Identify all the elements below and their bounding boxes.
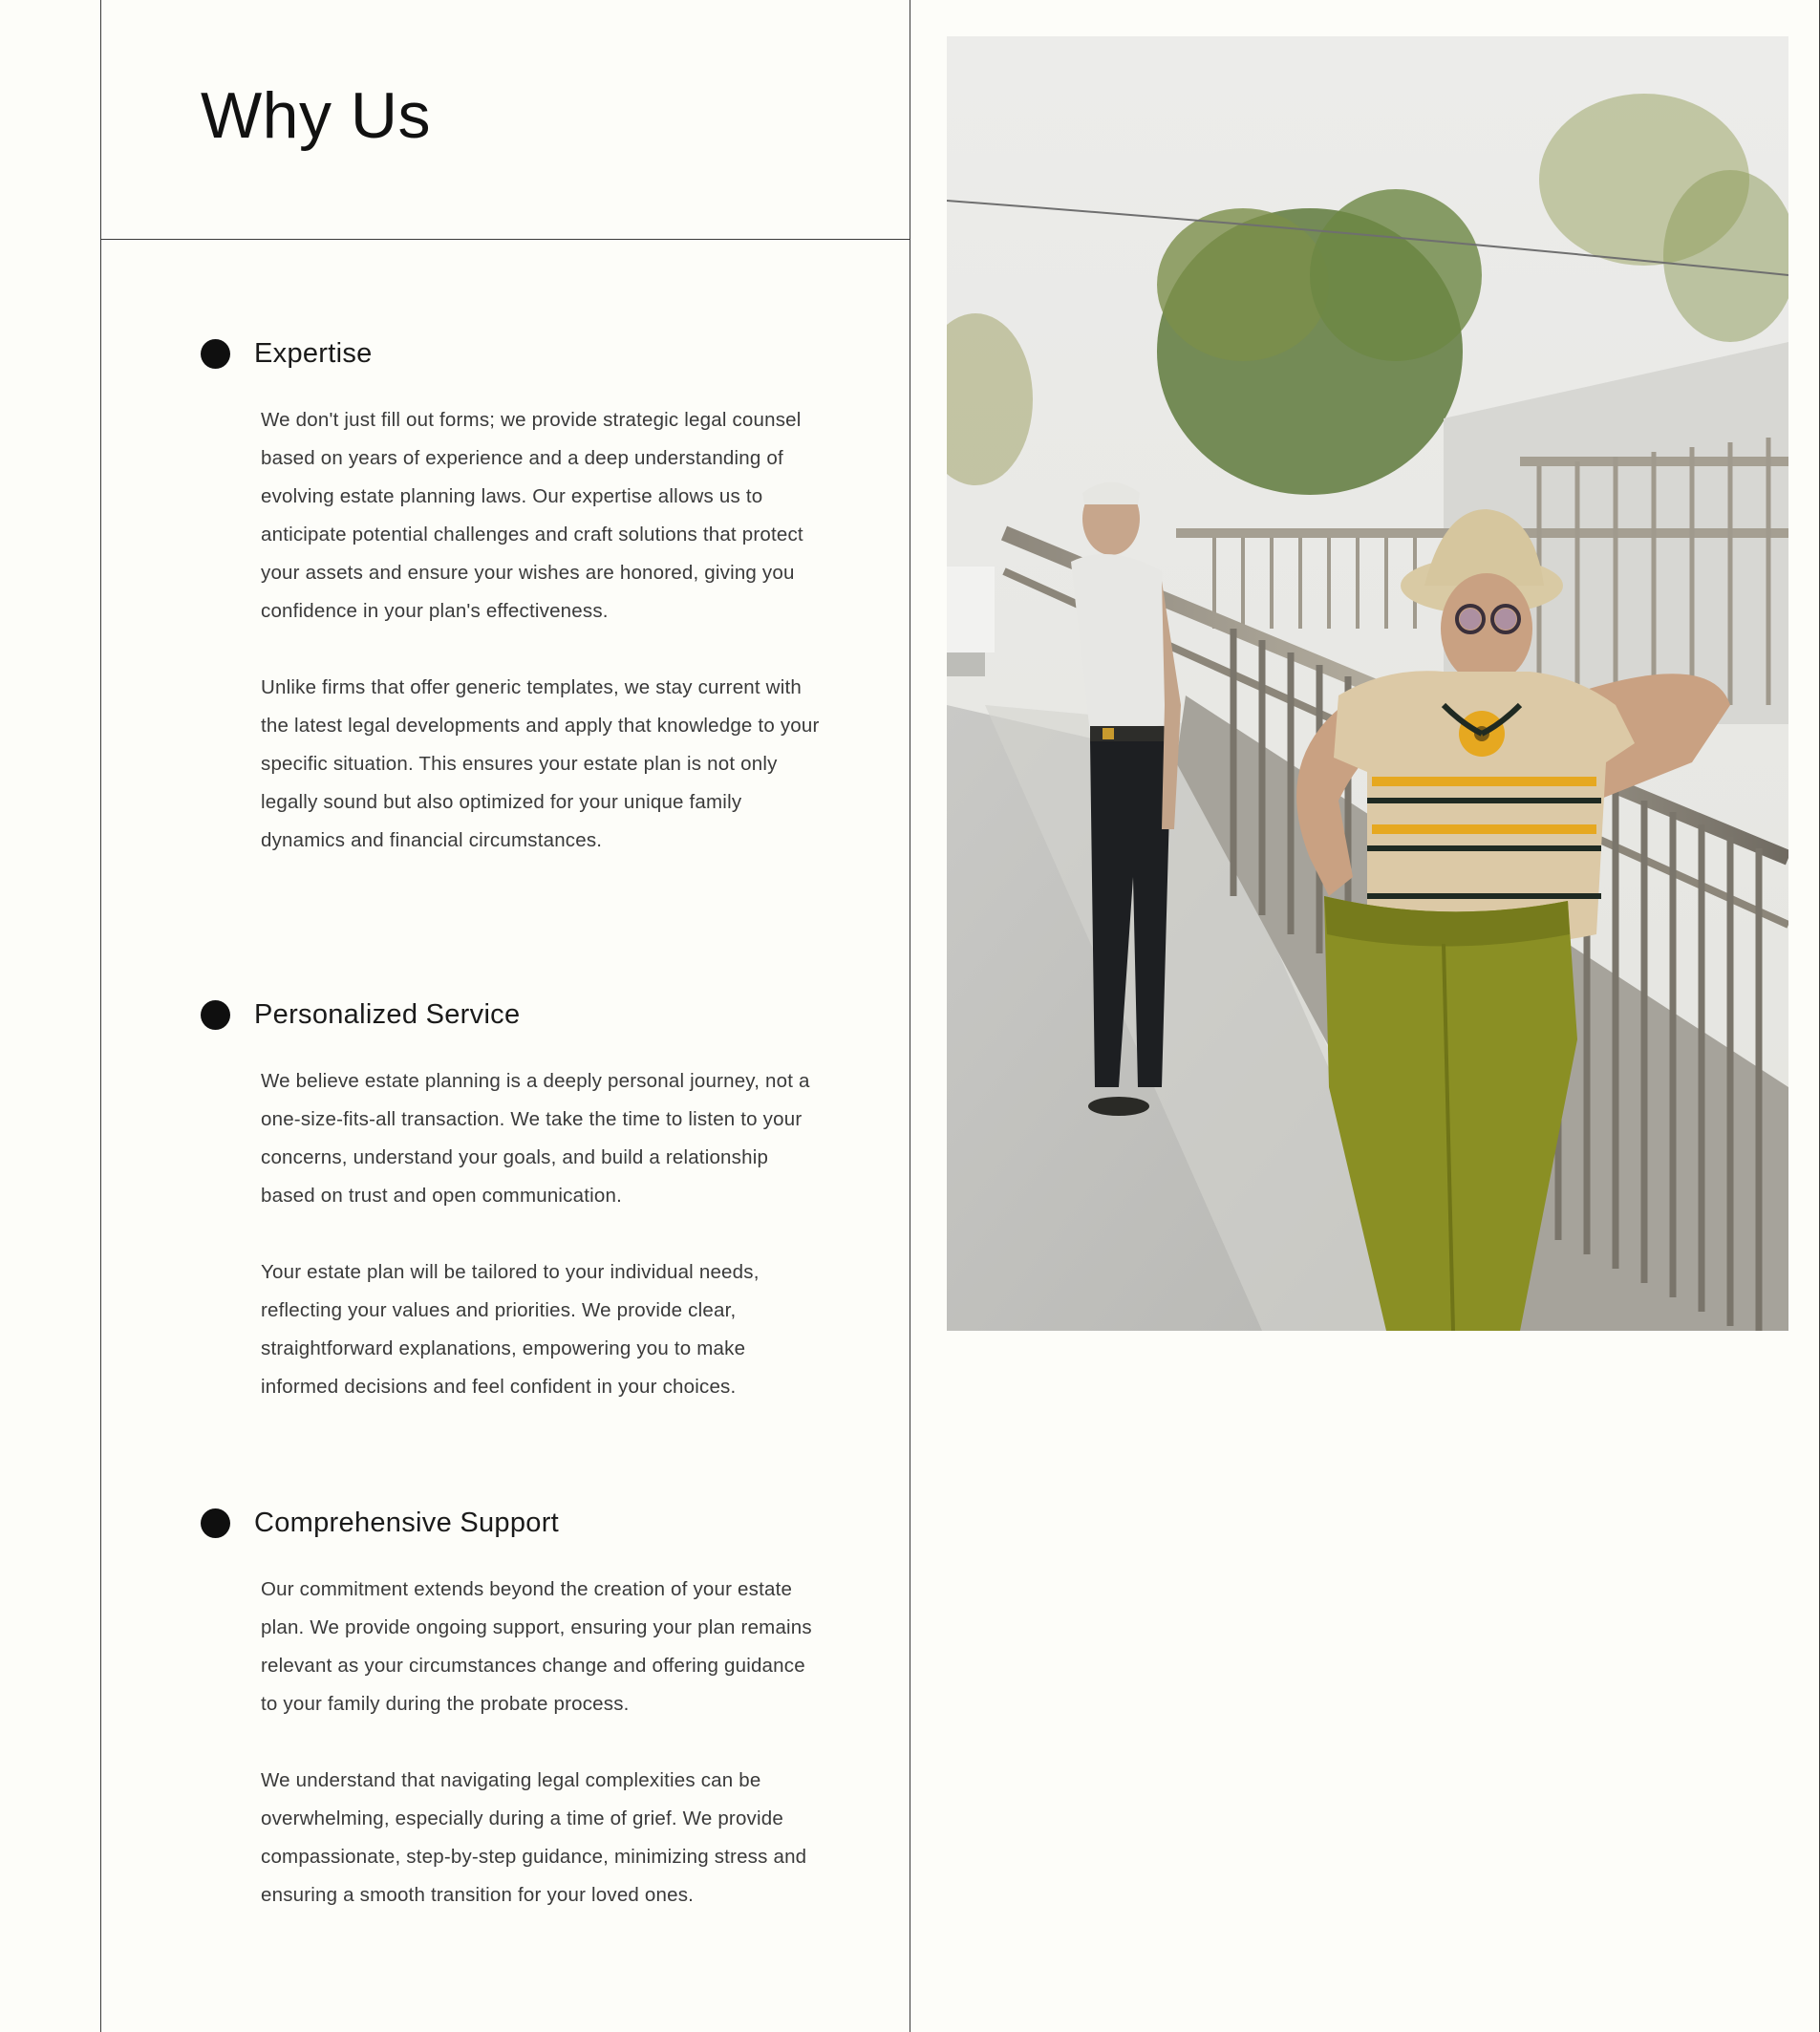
feature-paragraph: We understand that navigating legal complexities can be overwhelming, especially during a time of grief. We provide compassionate, step-by-step guidance, minimizing stress and ensuring a smooth transition for your loved ones. xyxy=(261,1769,807,1906)
feature-header xyxy=(201,336,822,371)
feature-paragraph: We believe estate planning is a deeply personal journey, not a one-size-fits-all transaction. We take the time to listen to your concerns, understand your goals, and build a relationship based on trust and open communication. xyxy=(261,1070,810,1207)
section-title: Why Us xyxy=(201,79,431,152)
feature-body xyxy=(261,401,824,860)
feature-paragraph: Unlike firms that offer generic templates, we stay current with the latest legal developments and apply that knowledge to your specific situation. This ensures your estate plan is not only legally sound but also optimized for your unique family dynamics and financial circumstances. xyxy=(261,676,820,851)
feature-body xyxy=(261,1571,824,1914)
feature-comprehensive-support xyxy=(201,1506,822,1953)
feature-paragraph: Your estate plan will be tailored to your individual needs, reflecting your values and priorities. We provide clear, straightforward explanations, empowering you to make informed decisions and feel confident in your choices. xyxy=(261,1261,760,1398)
feature-title: Comprehensive Support xyxy=(254,1507,560,1538)
feature-header xyxy=(201,1506,822,1540)
feature-personalized-service xyxy=(201,997,822,1444)
feature-paragraph: We don't just fill out forms; we provide strategic legal counsel based on years of experience and a deep understanding of evolving estate planning laws. Our expertise allows us to anticipate potential challenges and craft solutions that protect your assets and ensure your wishes are honored, giving you confidence in your plan's effectiveness. xyxy=(261,409,803,622)
left-border-line xyxy=(100,0,101,2032)
bullet-dot-icon xyxy=(201,1508,230,1538)
feature-title: Personalized Service xyxy=(254,998,521,1030)
feature-header xyxy=(201,997,822,1032)
elderly-couple-photo xyxy=(947,36,1788,1331)
title-divider-line xyxy=(100,239,910,240)
bullet-dot-icon xyxy=(201,1000,230,1030)
feature-paragraph: Our commitment extends beyond the creation of your estate plan. We provide ongoing support, ensuring your plan remains relevant as your circumstances change and offering guidance to your family during the probate process. xyxy=(261,1578,812,1715)
feature-title: Expertise xyxy=(254,337,373,369)
feature-expertise xyxy=(201,336,822,898)
feature-body xyxy=(261,1062,824,1406)
bullet-dot-icon xyxy=(201,339,230,369)
